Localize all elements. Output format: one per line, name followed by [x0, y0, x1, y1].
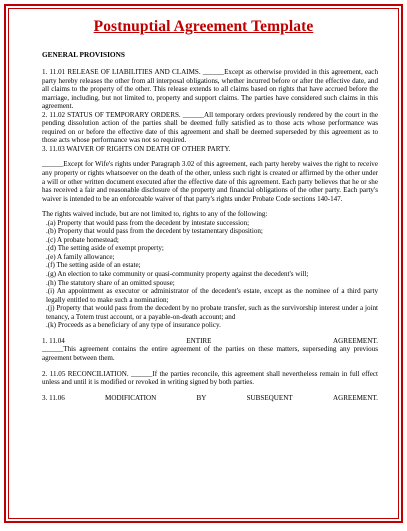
list-item: .(j) Property that would pass from the decedent by no probate transfer, such as the survivorship interest under a joint tenancy, a Totem trust account, or a payable-on-death account; and [46, 304, 378, 321]
clause-11-01: 1. 11.01 RELEASE OF LIABILITIES AND CLAIMS. ______Except as otherwise provided in this agreement, each party hereby releases the other from all interposal obligations, whether incurred before or after the effective date, and all claims to the property of the other. This release extends to all claims based on rights that have accrued before the marriage, including, but not limited to, property and support claims. The parties have considered such claims in this agreement. [42, 68, 378, 111]
clause-11-05: 2. 11.05 RECONCILIATION. ______If the parties reconcile, this agreement shall nevertheless remain in full effect unless and until it is modified or revoked in writing signed by both parties. [42, 369, 378, 387]
list-item: .(f) The setting aside of an estate; [46, 261, 141, 270]
clause-11-02: 2. 11.02 STATUS OF TEMPORARY ORDERS. ______All temporary orders previously rendered by the court in the pending dissolution action of the parties shall be deemed fully satisfied as to those acts whose performance was required on or before the effective date of this agreement and shall be deemed superseded by this agreement as to those acts whose performance was not so required. [42, 110, 378, 145]
list-item: .(c) A probate homestead; [46, 235, 119, 244]
section-heading: GENERAL PROVISIONS [42, 50, 125, 59]
clause-11-04-body: ______This agreement contains the entire agreement of the parties on these matters, superseding any previous agreement between them. [42, 345, 378, 362]
list-item: .(h) The statutory share of an omitted spouse; [46, 278, 175, 287]
clause-11-03-body: ______Except for Wife's rights under Paragraph 3.02 of this agreement, each party hereby waives the right to receive any property or rights whatsoever on the death of the other, unless such right is created or affirmed by the other under a will or other written document executed after the effective date of this agreement. Each party believes that he or she has received a fair and reasonable disclosure of the property and financial obligations of the other party. Each party's waiver is intended to be an enforceable waiver of that party's rights under Probate Code sections 140-147. [42, 160, 378, 203]
list-item: .(b) Property that would pass from the decedent by testamentary disposition; [46, 227, 263, 236]
clause-11-04-title: 1. 11.04 ENTIRE AGREEMENT. [42, 336, 378, 345]
list-item: .(d) The setting aside of exempt property; [46, 244, 164, 253]
list-item: .(i) An appointment as executor or administrator of the decedent's estate, except as the nominee of a third party legally entitled to make such a nomination; [46, 287, 378, 304]
document-title: Postnuptial Agreement Template [93, 18, 314, 35]
document-page [4, 4, 403, 523]
list-item: .(e) A family allowance; [46, 252, 115, 261]
clause-11-03-title: 3. 11.03 WAIVER OF RIGHTS ON DEATH OF OTHER PARTY. [42, 144, 231, 153]
waived-rights-list [42, 219, 378, 330]
list-item: .(a) Property that would pass from the decedent by intestate succession; [46, 218, 250, 227]
document-inner-border [8, 8, 399, 519]
list-item: .(g) An election to take community or quasi-community property against the decedent's will; [46, 270, 309, 279]
waived-rights-intro: The rights waived include, but are not limited to, rights to any of the following: [42, 210, 268, 219]
clause-11-06-title: 3. 11.06 MODIFICATION BY SUBSEQUENT AGREEMENT. [42, 393, 378, 402]
list-item: .(k) Proceeds as a beneficiary of any type of insurance policy. [46, 321, 221, 330]
